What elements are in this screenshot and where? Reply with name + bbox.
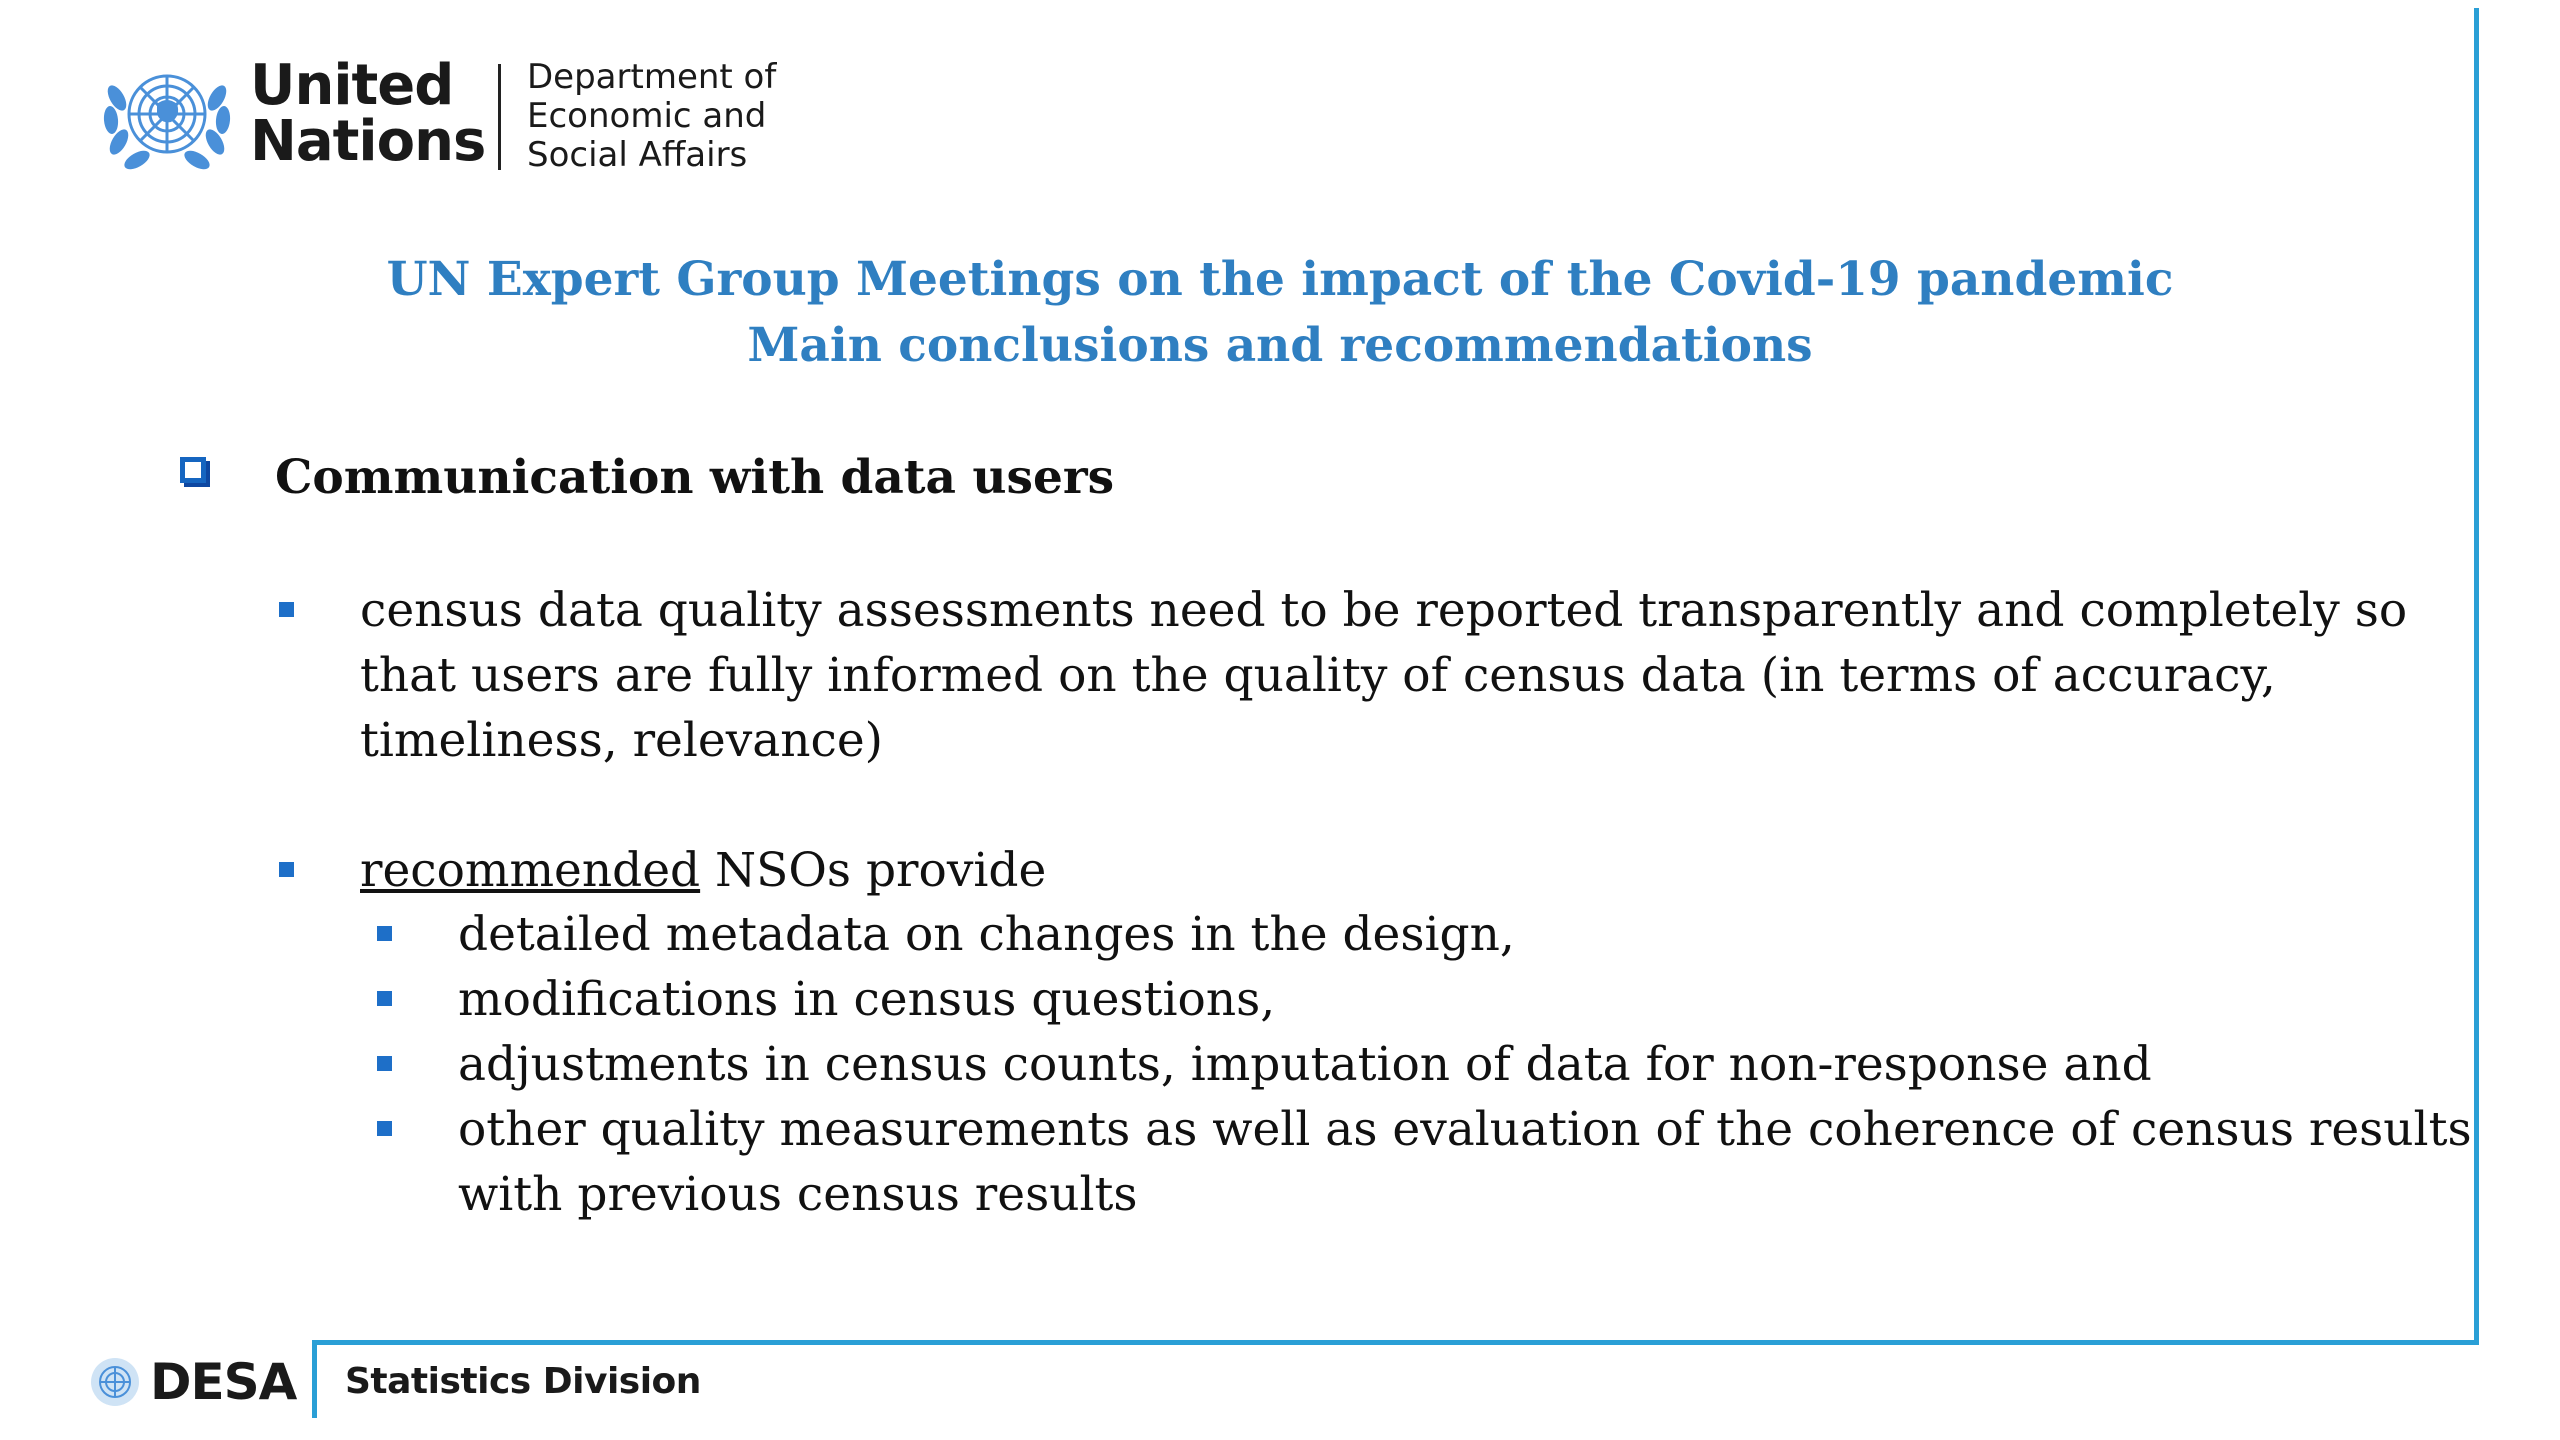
un-emblem-icon [95, 58, 239, 176]
department-line3: Social Affairs [527, 135, 748, 175]
recommended-underlined: recommended [360, 843, 701, 898]
un-wordmark-line1: United [250, 53, 454, 118]
sub-item: other quality measurements as well as evaluation of the coherence of census results [458, 1102, 2472, 1157]
sub-item-continuation: with previous census results [458, 1167, 1138, 1222]
bullet1-line3: timeliness, relevance) [360, 713, 884, 768]
department-line2: Economic and [527, 96, 767, 136]
sub-item: detailed metadata on changes in the design, [458, 907, 1515, 962]
header-divider [498, 64, 501, 170]
page-title-line2: Main conclusions and recommendations [747, 318, 1813, 373]
department-line1: Department of [527, 57, 777, 97]
un-wordmark-line2: Nations [250, 109, 486, 174]
section-heading: Communication with data users [275, 450, 1115, 505]
desa-brand: DESA [150, 1353, 297, 1411]
footer-divider [312, 1340, 317, 1418]
un-wordmark [250, 53, 486, 174]
frame-bottom-border [314, 1340, 2479, 1345]
sub-item: adjustments in census counts, imputation of data for non-response and [458, 1037, 2152, 1092]
desa-emblem-icon [88, 1355, 142, 1409]
square-bullet-icon [377, 926, 392, 941]
square-bullet-icon [279, 862, 294, 877]
square-bullet-icon [377, 1056, 392, 1071]
square-bullet-icon [279, 602, 294, 617]
checkbox-bullet-icon [180, 457, 206, 483]
bullet1-line2: that users are fully informed on the quality of census data (in terms of accuracy, [360, 648, 2276, 703]
bullet2-rest: NSOs provide [700, 843, 1047, 898]
department-name [527, 58, 776, 175]
square-bullet-icon [377, 991, 392, 1006]
bullet1-line1: census data quality assessments need to be reported transparently and completely so [360, 583, 2408, 638]
frame-right-border [2474, 8, 2479, 1345]
bullet2-line [360, 838, 1046, 903]
square-bullet-icon [377, 1121, 392, 1136]
page-title-line1: UN Expert Group Meetings on the impact of the Covid-19 pandemic [386, 252, 2174, 307]
sub-item: modifications in census questions, [458, 972, 1276, 1027]
division-name: Statistics Division [345, 1361, 701, 1402]
